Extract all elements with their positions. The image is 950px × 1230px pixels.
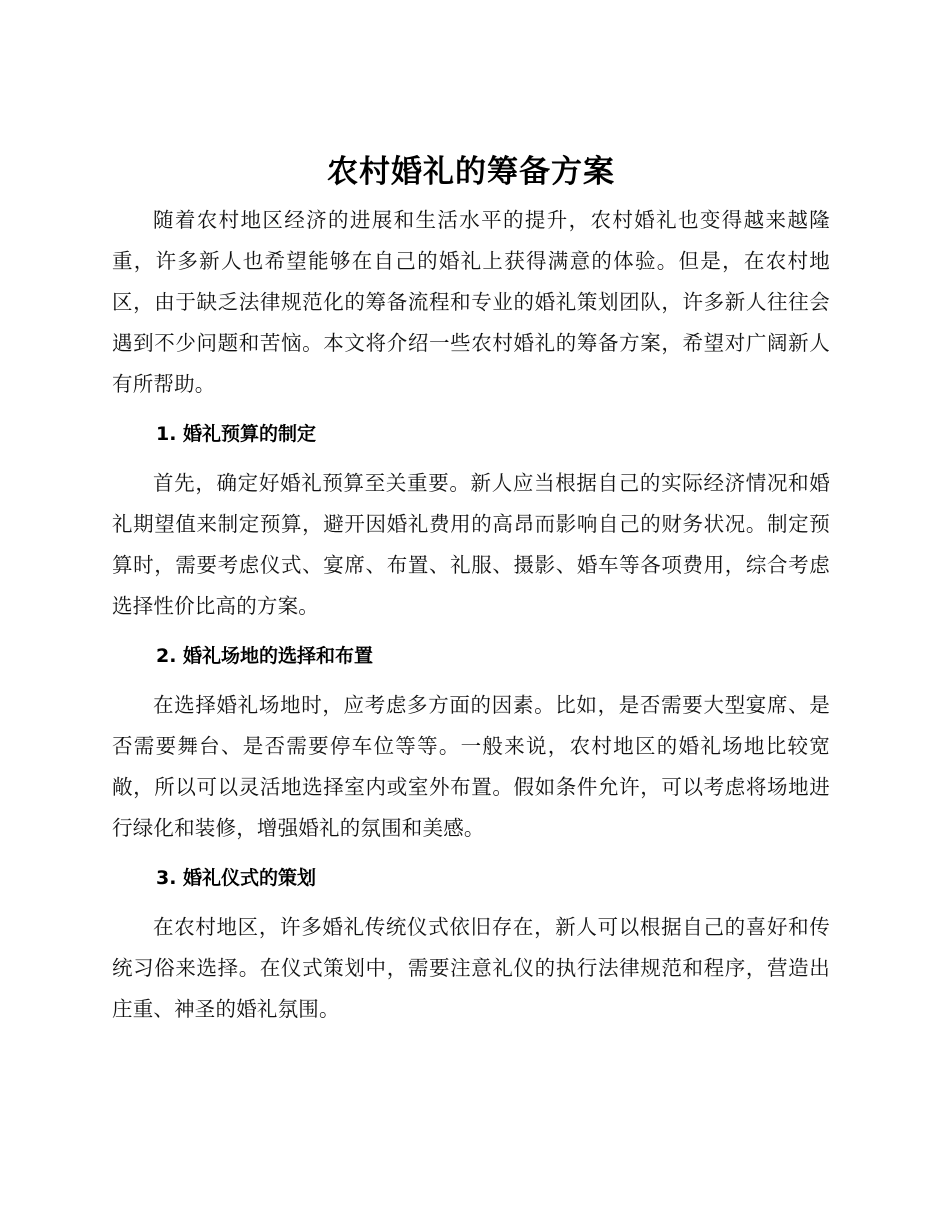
document-title: 农村婚礼的筹备方案	[327, 154, 615, 190]
section-heading: 3. 婚礼仪式的策划	[156, 867, 317, 889]
section-heading: 1. 婚礼预算的制定	[156, 423, 317, 445]
section-body: 在选择婚礼场地时，应考虑多方面的因素。比如，是否需要大型宴席、是否需要舞台、是否需要停车位等等。一般来说，农村地区的婚礼场地比较宽敞，所以可以灵活地选择室内或室外布置。假如条件允许，可以考虑将场地进行绿化和装修，增强婚礼的氛围和美感。	[112, 693, 830, 840]
intro-paragraph: 随着农村地区经济的进展和生活水平的提升，农村婚礼也变得越来越隆重，许多新人也希望能够在自己的婚礼上获得满意的体验。但是，在农村地区，由于缺乏法律规范化的筹备流程和专业的婚礼策划团队，许多新人往往会遇到不少问题和苦恼。本文将介绍一些农村婚礼的筹备方案，希望对广阔新人有所帮助。	[112, 208, 830, 396]
section-body: 在农村地区，许多婚礼传统仪式依旧存在，新人可以根据自己的喜好和传统习俗来选择。在仪式策划中，需要注意礼仪的执行法律规范和程序，营造出庄重、神圣的婚礼氛围。	[112, 915, 830, 1021]
section-heading: 2. 婚礼场地的选择和布置	[156, 645, 374, 667]
section-budget	[112, 418, 830, 627]
section-ceremony	[112, 862, 830, 1030]
section-venue	[112, 640, 830, 849]
section-body: 首先，确定好婚礼预算至关重要。新人应当根据自己的实际经济情况和婚礼期望值来制定预算，避开因婚礼费用的高昂而影响自己的财务状况。制定预算时，需要考虑仪式、宴席、布置、礼服、摄影、婚车等各项费用，综合考虑选择性价比高的方案。	[112, 471, 830, 618]
